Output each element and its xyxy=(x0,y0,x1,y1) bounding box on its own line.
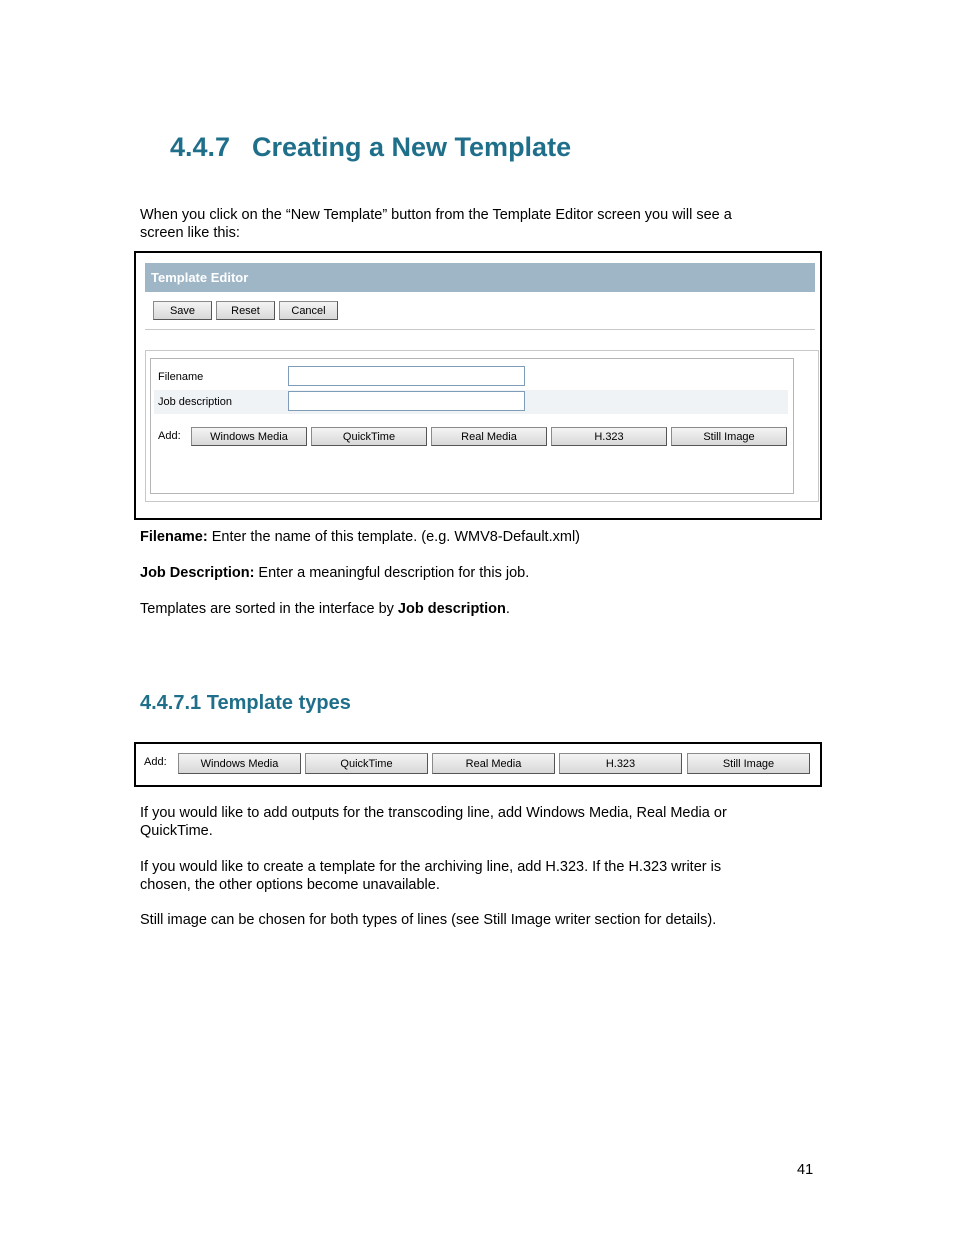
still-image-paragraph xyxy=(140,911,716,929)
reset-button[interactable]: Reset xyxy=(216,301,275,320)
section-number: 4.4.7 xyxy=(170,132,231,162)
types-quicktime-button[interactable]: QuickTime xyxy=(305,753,428,774)
archiving-paragraph xyxy=(140,858,721,894)
add-still-image-button[interactable]: Still Image xyxy=(671,427,787,446)
still-image-line-1: Still image can be chosen for both types of lines (see Still Image writer section for details). xyxy=(140,912,717,928)
sorting-note xyxy=(140,600,510,618)
types-real-media-button[interactable]: Real Media xyxy=(432,753,555,774)
add-h323-button[interactable]: H.323 xyxy=(551,427,667,446)
add-quicktime-button[interactable]: QuickTime xyxy=(311,427,427,446)
page-number: 41 xyxy=(797,1162,814,1178)
filename-input[interactable] xyxy=(288,366,525,386)
add-label: Add: xyxy=(158,430,181,442)
filename-text: Enter the name of this template. (e.g. WMV8-Default.xml) xyxy=(207,529,580,545)
filename-label: Filename xyxy=(158,371,204,383)
intro-paragraph xyxy=(140,206,732,242)
types-windows-media-button[interactable]: Windows Media xyxy=(178,753,301,774)
transcoding-line-2: QuickTime. xyxy=(140,823,213,839)
template-editor-screenshot xyxy=(134,251,822,520)
job-description-term: Job Description: xyxy=(140,565,255,581)
transcoding-paragraph xyxy=(140,804,727,840)
types-h323-button[interactable]: H.323 xyxy=(559,753,682,774)
section-heading xyxy=(170,132,571,163)
section-title: Creating a New Template xyxy=(252,132,572,162)
save-button[interactable]: Save xyxy=(153,301,212,320)
filename-term: Filename: xyxy=(140,529,208,545)
transcoding-line-1: If you would like to add outputs for the transcoding line, add Windows Media, Real Media or xyxy=(140,805,727,821)
intro-line-2: screen like this: xyxy=(140,225,240,241)
types-still-image-button[interactable]: Still Image xyxy=(687,753,810,774)
types-add-label: Add: xyxy=(144,756,167,768)
job-description-label: Job description xyxy=(158,396,232,408)
sorting-note-pre: Templates are sorted in the interface by xyxy=(140,601,398,617)
subsection-heading: 4.4.7.1 Template types xyxy=(140,692,351,714)
template-editor-title: Template Editor xyxy=(145,263,815,292)
archiving-line-1: If you would like to create a template for the archiving line, add H.323. If the H.323 writer is xyxy=(140,859,722,875)
toolbar-divider xyxy=(145,329,815,330)
job-description-text: Enter a meaningful description for this job. xyxy=(254,565,530,581)
sorting-note-post: . xyxy=(505,601,510,617)
template-types-screenshot xyxy=(134,742,822,787)
archiving-line-2: chosen, the other options become unavailable. xyxy=(140,877,440,893)
add-windows-media-button[interactable]: Windows Media xyxy=(191,427,307,446)
filename-description xyxy=(140,528,580,546)
sorting-note-bold: Job description xyxy=(397,601,506,617)
cancel-button[interactable]: Cancel xyxy=(279,301,338,320)
add-real-media-button[interactable]: Real Media xyxy=(431,427,547,446)
intro-line-1: When you click on the “New Template” button from the Template Editor screen you will see a xyxy=(140,207,732,223)
job-description-description xyxy=(140,564,529,582)
job-description-input[interactable] xyxy=(288,391,525,411)
